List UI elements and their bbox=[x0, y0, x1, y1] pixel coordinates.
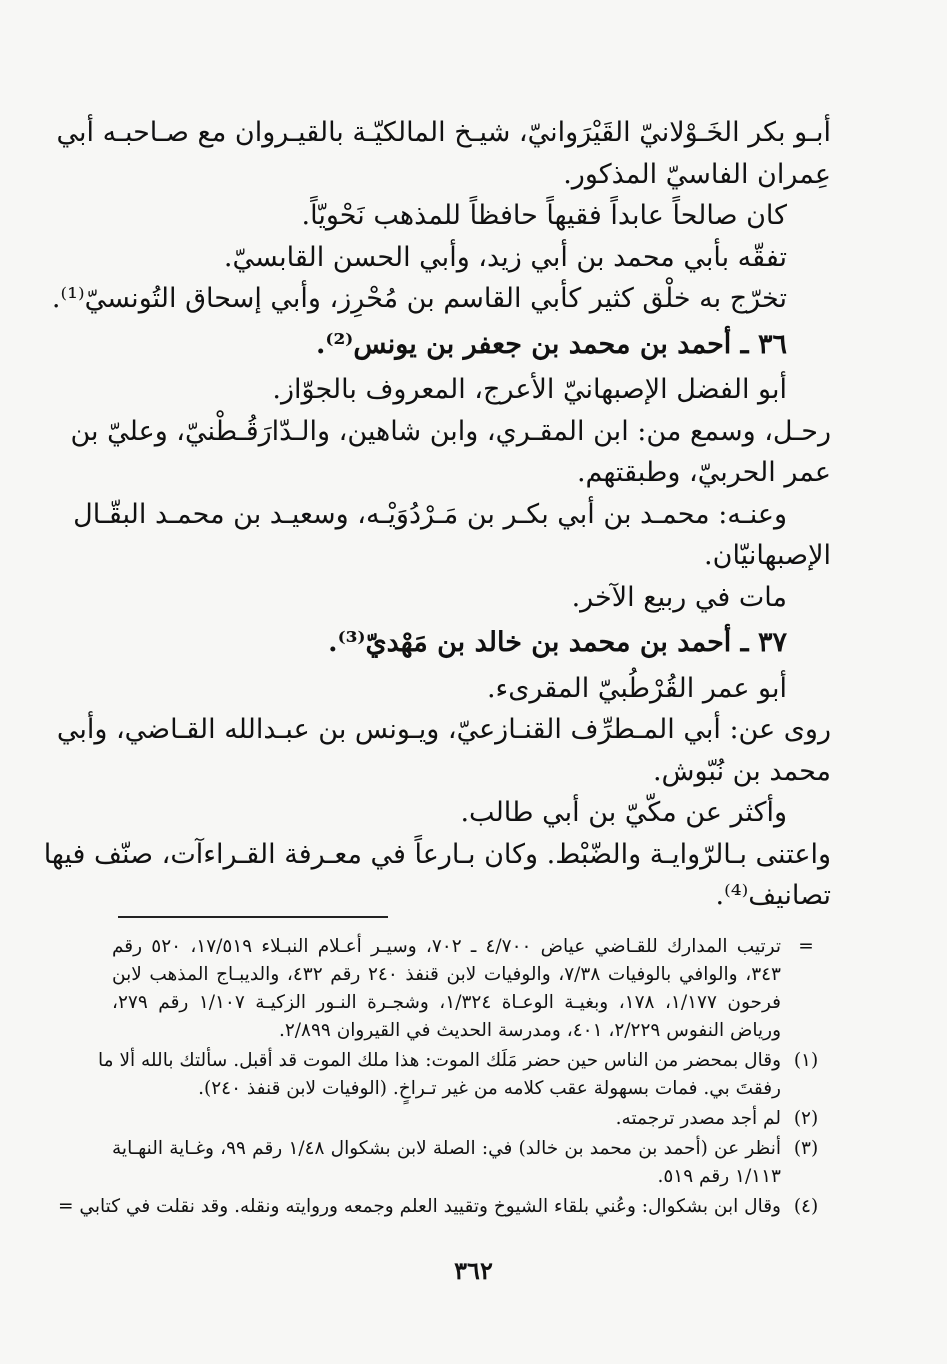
entry-heading-37: ٣٧ ـ أحمد بن محمد بن خالد بن مَهْديّ⁽³⁾. bbox=[328, 627, 787, 658]
text-line: وأكثر عن مكّيّ بن أبي طالب. bbox=[460, 797, 787, 828]
text-line: رحـل، وسمع من: ابن المقـري، وابن شاهين، والـدّارَقُـطْنيّ، وعليّ بن bbox=[70, 415, 831, 447]
text-line: أبـو بكر الخَـوْلانيّ القَيْرَوانيّ، شيـخ المالكيّـة بالقيـروان مع صـاحبـه أبي bbox=[56, 117, 831, 148]
footnote-2 bbox=[112, 1105, 831, 1133]
footnote-line: لم أجد مصدر ترجمته. bbox=[615, 1108, 781, 1129]
footnote-line: ورياض النفوس ٢/٢٢٩، ٤٠١، ومدرسة الحديث في القيروان ٢/٨٩٩. bbox=[278, 1020, 781, 1041]
entry-heading-36: ٣٦ ـ أحمد بن محمد بن جعفر بن يونس⁽²⁾. bbox=[316, 328, 787, 360]
footnote-marker: (٢) bbox=[793, 1108, 819, 1129]
footnote-continued bbox=[112, 933, 831, 1045]
footnote-separator bbox=[118, 916, 388, 918]
text-line: تصانيف⁽⁴⁾. bbox=[715, 880, 831, 911]
page-number: ٣٦٢ bbox=[454, 1256, 493, 1285]
footnote-line: ١/١١٣ رقم ٥١٩. bbox=[657, 1166, 781, 1187]
footnote-marker: (٤) bbox=[793, 1196, 819, 1217]
footnote-marker: = bbox=[798, 936, 814, 957]
text-line: محمد بن نُبّوش. bbox=[652, 755, 831, 787]
footnote-line: ٣٤٣، والوافي بالوفيات ٧/٣٨، والوفيات لابن قنفذ ٢٤٠ رقم ٤٣٢، والديبـاج المذهب لابن bbox=[112, 964, 781, 985]
footnote-marker: (٣) bbox=[793, 1138, 819, 1159]
text-line: وعنـه: محمـد بن أبي بكـر بن مَـرْدُوَيْـه، وسعيـد بن محمـد البقّـال bbox=[73, 498, 787, 530]
footnotes bbox=[58, 933, 831, 1221]
footnote-1 bbox=[98, 1047, 831, 1103]
text-line: أبو عمر القُرْطُبيّ المقرىء. bbox=[486, 672, 787, 704]
text-line: الإصبهانيّان. bbox=[704, 540, 831, 571]
text-line: أبو الفضل الإصبهانيّ الأعرج، المعروف بالجوّاز. bbox=[272, 374, 787, 405]
footnote-line: رفقتَ بي. فمات بسهولة عقب كلامه من غير تـراخٍ. (الوفيات لابن قنفذ ٢٤٠). bbox=[198, 1078, 781, 1099]
footnote-4 bbox=[58, 1193, 831, 1221]
footnote-3 bbox=[112, 1135, 831, 1191]
footnote-line: وقال ابن بشكوال: وعُني بلقاء الشيوخ وتقييد العلم وجمعه وروايته ونقله. وقد نقلت في كتابي = bbox=[58, 1196, 781, 1217]
text-line: واعتنى بـالرّوايـة والضّبْط. وكان بـارعاً في معـرفة القـراءآت، صنّف فيها bbox=[43, 838, 831, 870]
text-line: كان صالحاً عابداً فقيهاً حافظاً للمذهب نَحْويّاً. bbox=[301, 200, 787, 231]
footnote-line: فرحون ١/١٧٧، ١٧٨، وبغيـة الوعـاة ١/٣٢٤، وشجـرة النـور الزكيـة ١/١٠٧ رقم ٢٧٩، bbox=[112, 992, 781, 1013]
text-line: تفقّه بأبي محمد بن أبي زيد، وأبي الحسن القابسيّ. bbox=[223, 241, 787, 273]
footnote-marker: (١) bbox=[793, 1050, 819, 1071]
text-line: تخرّج به خلْق كثير كأبي القاسم بن مُحْرِز، وأبي إسحاق التُونسيّ⁽¹⁾. bbox=[51, 283, 787, 314]
footnote-line: وقال بمحضر من الناس حين حضر مَلَك الموت: هذا ملك الموت قد أقبل. سألتك بالله ألا ما bbox=[98, 1050, 781, 1071]
text-line: عِمران الفاسيّ المذكور. bbox=[563, 158, 831, 190]
text-line: عمر الحربيّ، وطبقتهم. bbox=[576, 457, 831, 488]
text-line: روى عن: أبي المـطرِّف القنـازعيّ، ويـونس بن عبـدالله القـاضي، وأبي bbox=[56, 714, 831, 745]
footnote-line: أنظر عن (أحمد بن محمد بن خالد) في: الصلة لابن بشكوال ١/٤٨ رقم ٩٩، وغـاية النهـاية bbox=[112, 1138, 782, 1159]
main-text bbox=[43, 112, 831, 917]
footnote-line: ترتيب المدارك للقـاضي عياض ٤/٧٠٠ ـ ٧٠٢، وسيـر أعـلام النبـلاء ١٧/٥١٩، ٥٢٠ رقم bbox=[112, 936, 781, 957]
text-line: مات في ربيع الآخر. bbox=[571, 581, 787, 613]
